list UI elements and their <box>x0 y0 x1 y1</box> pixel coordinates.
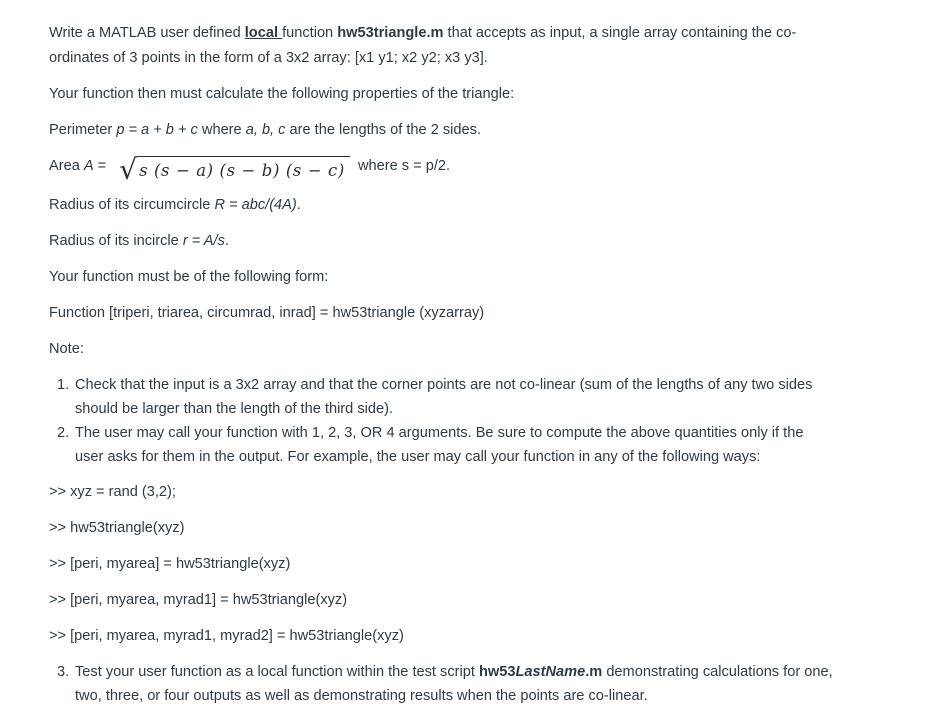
text-run: ordinates of 3 points in the form of a 3x2 array: [x1 y1; x2 y2; x3 y3]. <box>49 50 488 66</box>
note-item-text <box>75 660 927 708</box>
sqrt-sign: √ <box>119 153 138 186</box>
form-intro-paragraph: Your function must be of the following form: <box>49 269 329 285</box>
text-run: Perimeter <box>49 122 117 138</box>
text-run: Write a MATLAB user defined <box>49 25 245 41</box>
text-run: where s = p/2. <box>353 158 451 174</box>
math-inline: R = abc/(4A) <box>214 197 297 213</box>
sqrt-radicand: s (s − a) (s − b) (s − c) <box>137 156 350 181</box>
text-run: should be larger than the length of the third side). <box>75 401 394 417</box>
text-run: are the lengths of the 2 sides. <box>285 122 481 138</box>
incircle-paragraph <box>49 229 927 254</box>
note-label: Note: <box>49 341 84 357</box>
text-run: Check that the input is a 3x2 array and that the corner points are not co-linear (sum of the lengths of any two sides <box>75 377 813 393</box>
text-run: The user may call your function with 1, 2, 3, OR 4 arguments. Be sure to compute the above quantities only if the <box>75 425 804 441</box>
note-item-2 <box>49 421 927 469</box>
math-inline: a, b, c <box>245 122 286 138</box>
script-filename-prefix: hw53 <box>478 664 516 680</box>
code-line-2: >> hw53triangle(xyz) <box>49 520 185 536</box>
perimeter-formula-paragraph <box>49 118 927 143</box>
text-run: Radius of its circumcircle <box>49 197 215 213</box>
text-run: . <box>296 197 301 213</box>
text-run: user asks for them in the output. For example, the user may call your function in any of the following ways: <box>75 449 761 465</box>
calc-intro-paragraph: Your function then must calculate the following properties of the triangle: <box>49 86 515 102</box>
text-run: Test your user function as a local function within the test script <box>75 664 479 680</box>
list-marker: 1. <box>57 377 70 393</box>
script-filename-ext: .m <box>585 664 603 680</box>
list-marker: 2. <box>57 425 70 441</box>
math-inline: p = a + b + c <box>116 122 198 138</box>
code-line-1: >> xyz = rand (3,2); <box>49 484 176 500</box>
text-run: two, three, or four outputs as well as demonstrating results when the points are co-linear. <box>75 688 648 704</box>
text-run: = <box>93 158 111 174</box>
note-list <box>49 373 927 469</box>
intro-paragraph <box>49 21 927 71</box>
math-inline: r = A/s <box>182 233 225 249</box>
circumcircle-paragraph <box>49 193 927 218</box>
note-item-3 <box>49 660 927 708</box>
text-run: function <box>282 25 338 41</box>
text-run: Area <box>49 158 84 174</box>
list-marker: 3. <box>57 664 70 680</box>
text-run: Radius of its incircle <box>49 233 183 249</box>
area-formula-paragraph <box>49 153 927 186</box>
code-line-3: >> [peri, myarea] = hw53triangle(xyz) <box>49 556 291 572</box>
sqrt-expression <box>119 153 350 186</box>
note-list-continued <box>49 660 927 708</box>
text-run: demonstrating calculations for one, <box>602 664 833 680</box>
text-run: where <box>197 122 246 138</box>
note-item-text <box>75 421 927 469</box>
note-item-1 <box>49 373 927 421</box>
math-inline: A <box>83 158 94 174</box>
text-run: . <box>224 233 229 249</box>
function-filename: hw53triangle.m <box>337 25 444 41</box>
code-line-4: >> [peri, myarea, myrad1] = hw53triangle(xyz) <box>49 592 348 608</box>
local-emphasis: local <box>244 25 283 41</box>
text-run: that accepts as input, a single array containing the co- <box>443 25 797 41</box>
script-filename-lastname: LastName <box>515 664 586 680</box>
code-line-5: >> [peri, myarea, myrad1, myrad2] = hw53triangle(xyz) <box>49 628 404 644</box>
note-item-text <box>75 373 927 421</box>
function-signature-paragraph: Function [triperi, triarea, circumrad, inrad] = hw53triangle (xyzarray) <box>49 305 485 321</box>
